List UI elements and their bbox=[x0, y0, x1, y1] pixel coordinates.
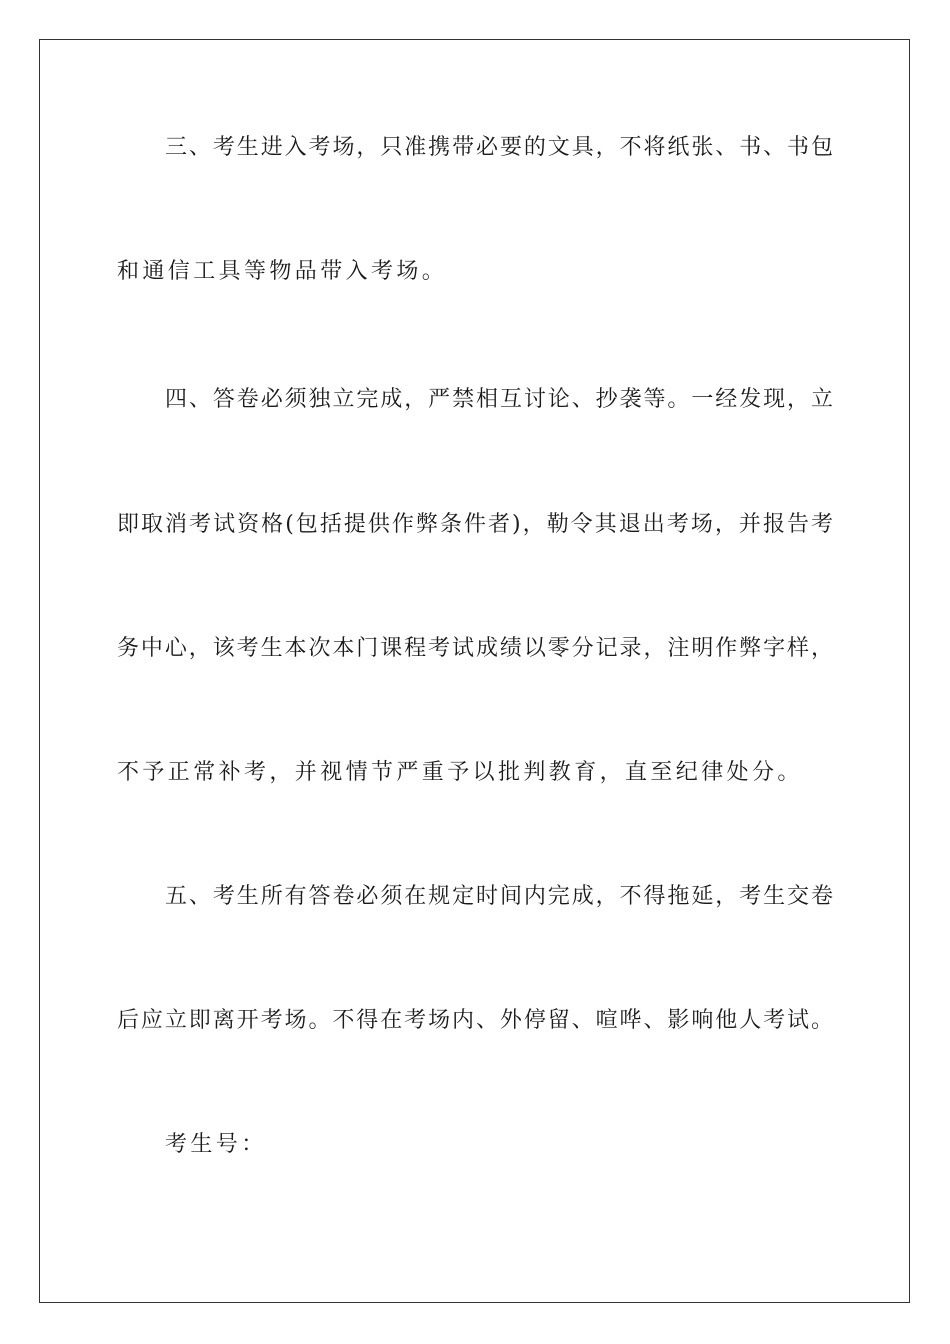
rule-3-line-2: 和通信工具等物品带入考场。 bbox=[117, 259, 448, 284]
candidate-number-label: 考生号： bbox=[165, 1132, 267, 1157]
rule-4-line-2: 即取消考试资格(包括提供作弊条件者)，勒令其退出考场，并报告考 bbox=[117, 512, 833, 537]
rule-4-line-4: 不予正常补考，并视情节严重予以批判教育，直至纪律处分。 bbox=[117, 760, 803, 785]
rule-3-line-1: 三、考生进入考场，只准携带必要的文具，不将纸张、书、书包 bbox=[165, 135, 833, 160]
rule-5-line-2: 后应立即离开考场。不得在考场内、外停留、喧哗、影响他人考试。 bbox=[117, 1008, 833, 1033]
rule-5-line-1: 五、考生所有答卷必须在规定时间内完成，不得拖延，考生交卷 bbox=[165, 884, 833, 909]
page-frame bbox=[39, 39, 910, 1303]
rule-4-line-1: 四、答卷必须独立完成，严禁相互讨论、抄袭等。一经发现，立 bbox=[165, 387, 833, 412]
rule-4-line-3: 务中心，该考生本次本门课程考试成绩以零分记录，注明作弊字样， bbox=[117, 636, 833, 661]
